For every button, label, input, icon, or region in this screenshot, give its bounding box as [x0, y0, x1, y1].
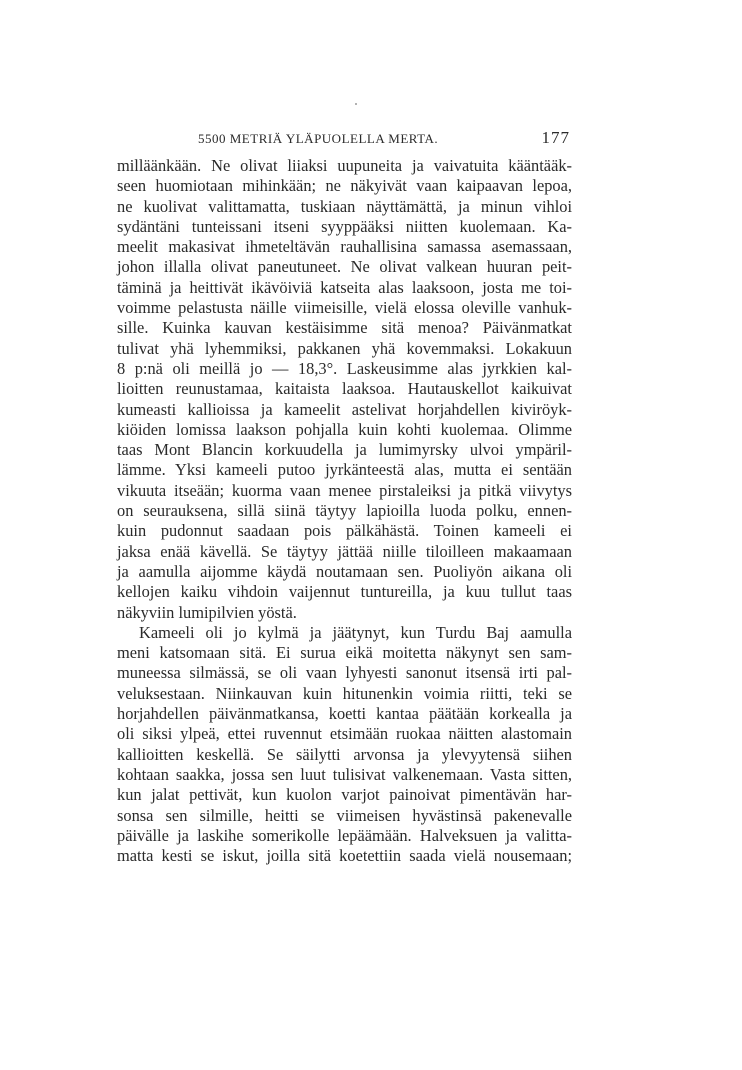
text-line: horjahdellen päivänmatkansa, koetti kantaa päätään korkealla ja: [117, 704, 572, 724]
text-line: 8 p:nä oli meillä jo — 18,3°. Laskeusimme alas jyrkkien kal-: [117, 358, 572, 378]
text-line: seen huomiotaan mihinkään; ne näkyivät vaan kaipaavan lepoa,: [117, 176, 572, 196]
text-line: kellojen kaiku vihdoin vaijennut tuntureilla, ja kuu tullut taas: [117, 582, 572, 602]
text-line: lioitten reunustamaa, kaitaista laaksoa. Hautauskellot kaikuivat: [117, 379, 572, 399]
page-number: 177: [541, 128, 570, 147]
text-line: kiöiden lomissa laakson pohjalla kuin kohti kuolemaa. Olimme: [117, 419, 572, 439]
text-line: meni katsomaan sitä. Ei surua eikä moitetta näkynyt sen sam-: [117, 643, 572, 663]
text-line: sydäntäni tunteissani itseni syyppääksi niitten kuolemaan. Ka-: [117, 216, 572, 236]
text-line: veluksestaan. Niinkauvan kuin hitunenkin voimia riitti, teki se: [117, 683, 572, 703]
text-line: ne kuolivat valittamatta, tuskiaan näyttämättä, ja minun vihloi: [117, 196, 572, 216]
text-line: lämme. Yksi kameeli putoo jyrkänteestä alas, mutta ei sentään: [117, 460, 572, 480]
running-head: [198, 128, 570, 150]
text-line: vikuuta itseään; kuorma vaan menee pirstaleiksi ja pitkä viivytys: [117, 480, 572, 500]
text-line: kallioitten keskellä. Se säilytti arvonsa ja ylevyytensä siihen: [117, 744, 572, 764]
text-line: taas Mont Blancin korkuudella ja lumimyrsky ulvoi ympäril-: [117, 440, 572, 460]
text-line: tulivat yhä lyhemmiksi, pakkanen yhä kovemmaksi. Lokakuun: [117, 338, 572, 358]
text-line: meelit makasivat ihmeteltävän rauhallisina samassa asemassaan,: [117, 237, 572, 257]
print-speck: [355, 103, 357, 105]
text-line: näkyviin lumipilvien yöstä.: [117, 602, 297, 622]
text-line: Kameeli oli jo kylmä ja jäätynyt, kun Turdu Baj aamulla: [139, 622, 572, 642]
text-line: kumeasti kallioissa ja kameelit astelivat horjahdellen kiviröyk-: [117, 399, 572, 419]
text-line: täminä ja heittivät ikävöiviä katseita alas laaksoon, josta me toi-: [117, 277, 572, 297]
paragraph-1: [117, 156, 572, 623]
text-line: milläänkään. Ne olivat liiaksi uupuneita ja vaivatuita kääntääk-: [117, 156, 572, 175]
text-line: jaksa enää kävellä. Se täytyy jättää niille tiloilleen makaamaan: [117, 541, 572, 561]
text-line: voimme pelastusta näille viimeisille, vielä elossa oleville vanhuk-: [117, 298, 572, 318]
text-line: kohtaan saakka, jossa sen luut tulisivat valkenemaan. Vasta sitten,: [117, 764, 572, 784]
text-line: johon illalla olivat paneutuneet. Ne olivat valkean huuran peit-: [117, 257, 572, 277]
text-line: matta kesti se iskut, joilla sitä koetettiin saada vielä nousemaan;: [117, 846, 572, 866]
text-line: päivälle ja laskihe somerikolle lepäämään. Halveksuen ja valitta-: [117, 825, 572, 845]
paragraph-2: [117, 623, 572, 867]
text-line: sonsa sen silmille, heitti se viimeisen hyvästinsä pakenevalle: [117, 805, 572, 825]
text-line: oli siksi ylpeä, ettei ruvennut etsimään ruokaa näitten alastomain: [117, 724, 572, 744]
text-line: ja aamulla aijomme käydä noutamaan sen. Puoliyön aikana oli: [117, 561, 572, 581]
text-line: muneessa silmässä, se oli vaan lyhyesti sanonut itsensä irti pal-: [117, 663, 572, 683]
text-line: sille. Kuinka kauvan kestäisimme sitä menoa? Päivänmatkat: [117, 318, 572, 338]
text-line: on seurauksena, sillä siinä täytyy lapioilla luoda polku, ennen-: [117, 501, 572, 521]
running-head-title: 5500 METRIÄ YLÄPUOLELLA MERTA.: [198, 131, 439, 146]
text-line: kuin pudonnut saadaan pois pälkähästä. Toinen kameeli ei: [117, 521, 572, 541]
text-line: kun jalat pettivät, kun kuolon varjot painoivat pimentävän har-: [117, 785, 572, 805]
body-text: [117, 156, 572, 866]
